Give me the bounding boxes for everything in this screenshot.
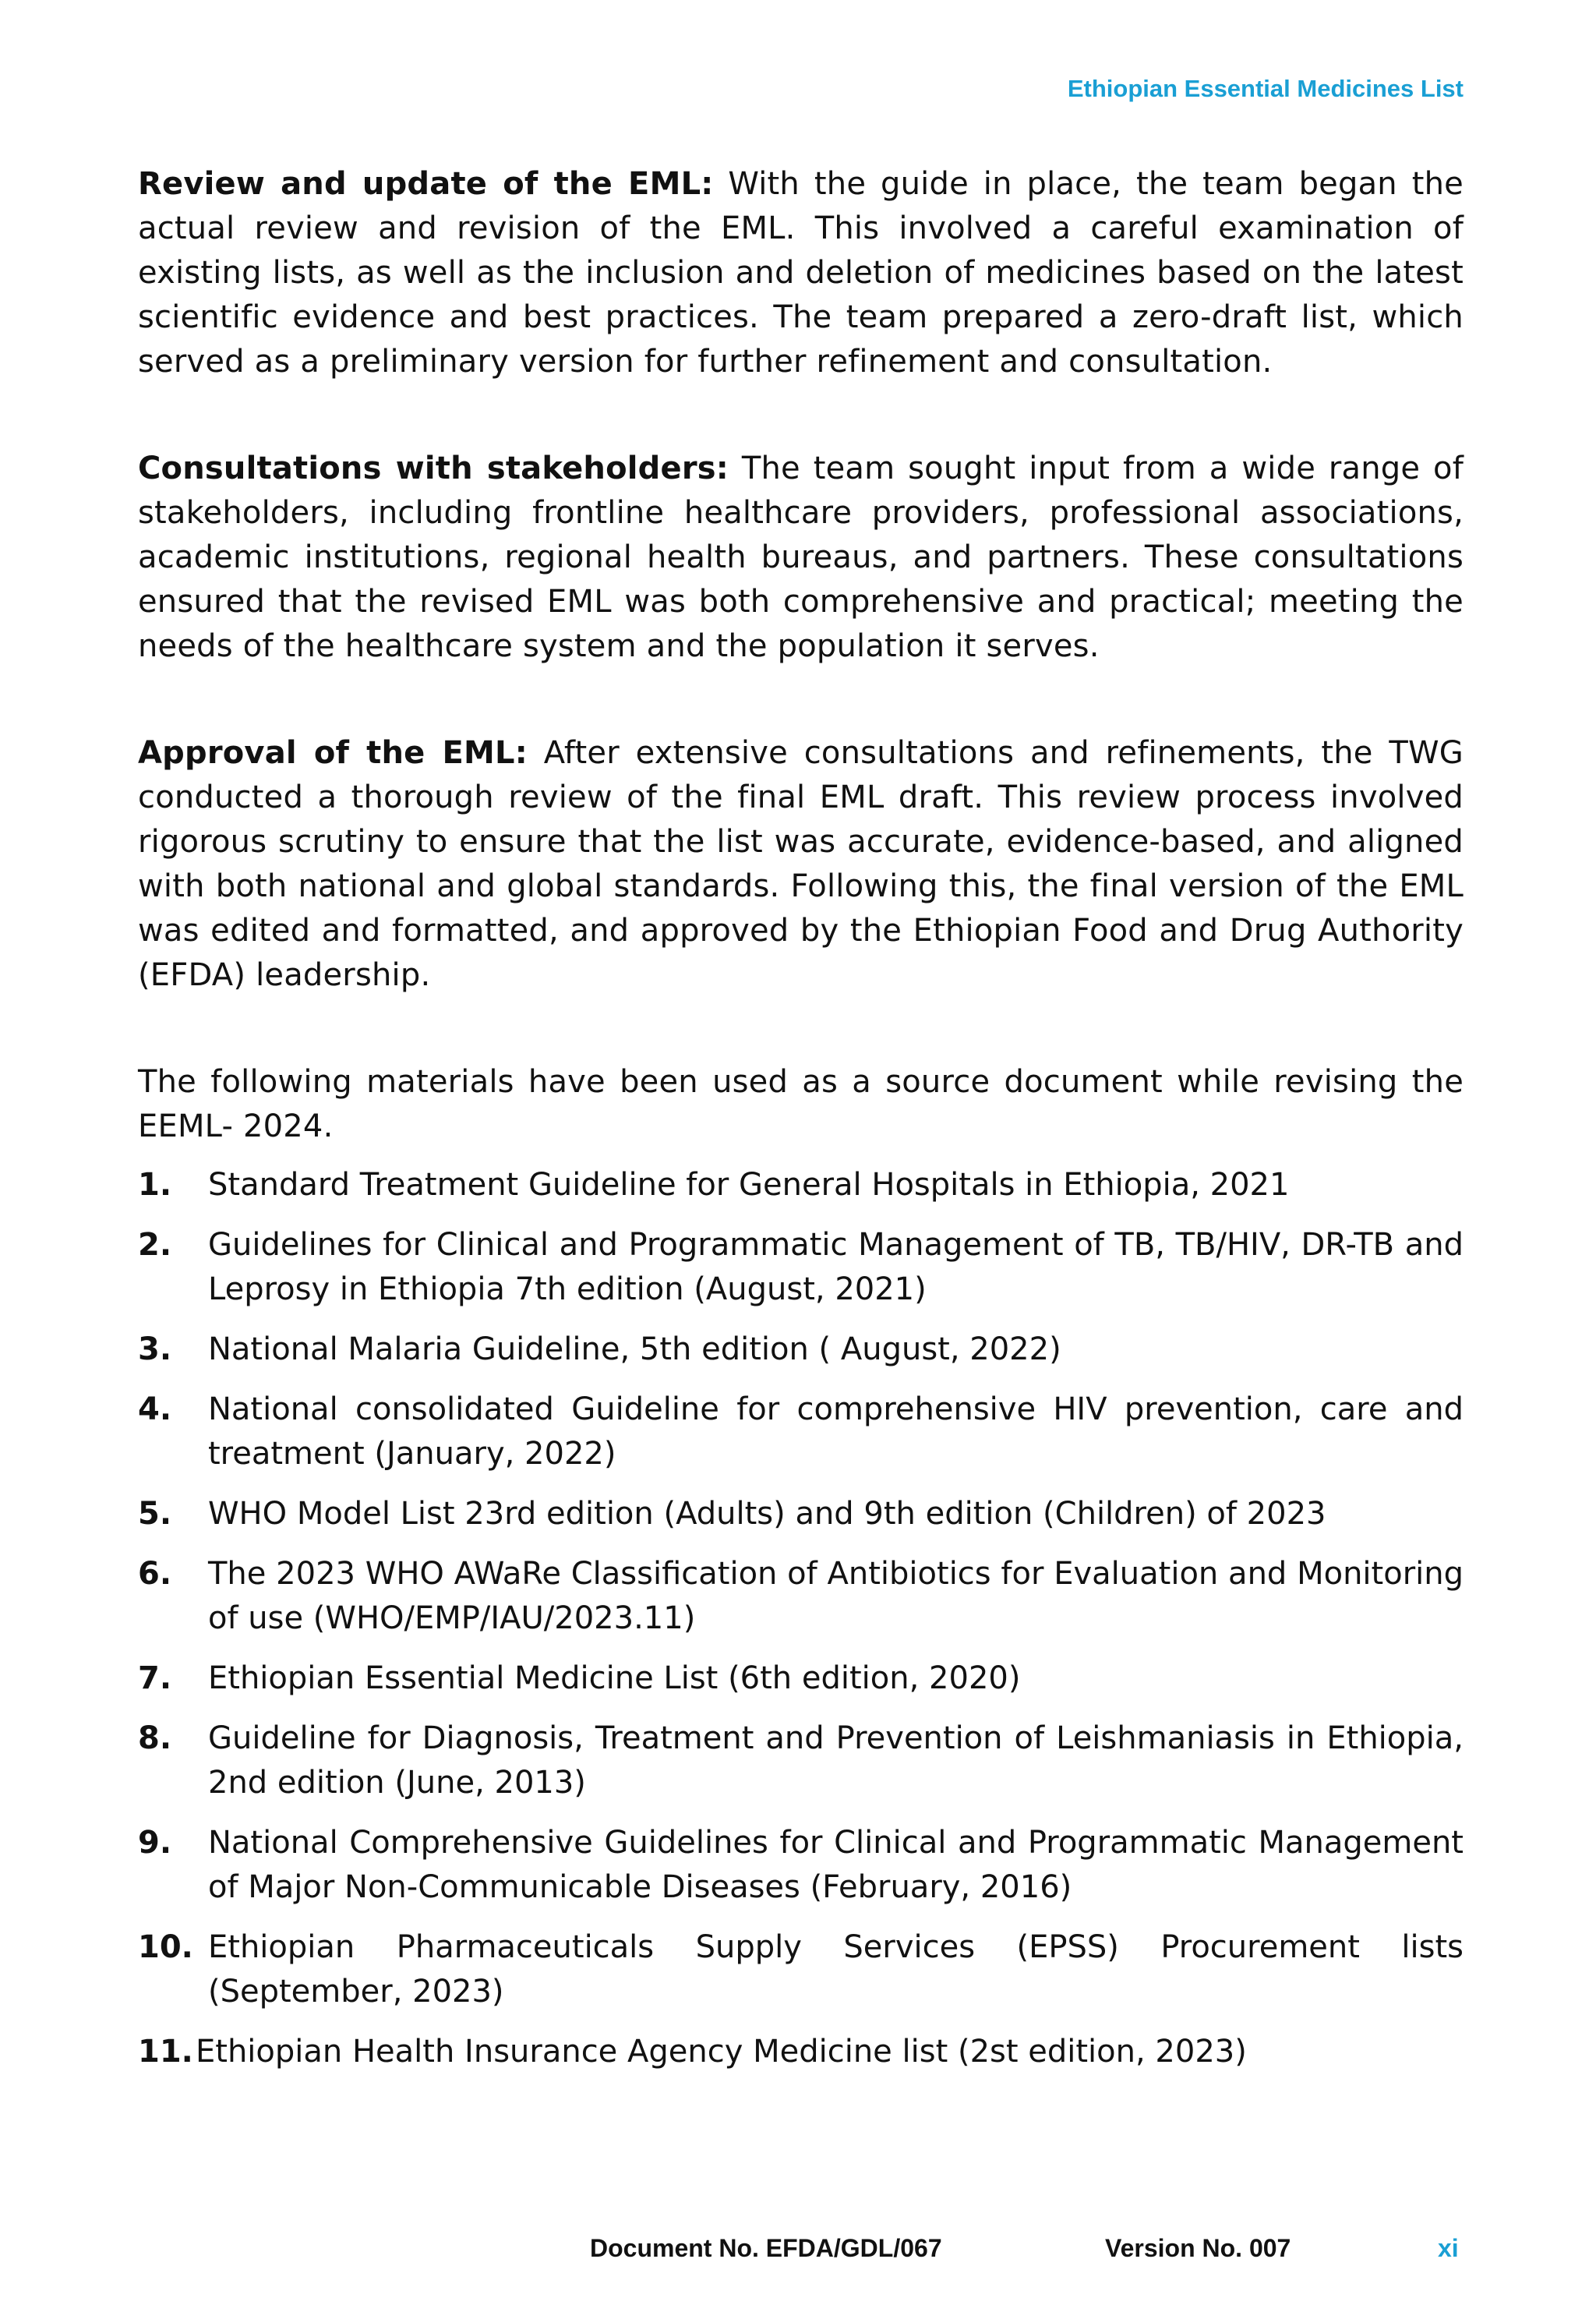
list-item xyxy=(138,1388,1464,1476)
page-number: xi xyxy=(1438,2234,1459,2262)
list-item-number: 9. xyxy=(138,1825,172,1861)
list-item xyxy=(138,1716,1464,1805)
list-item-text: National Malaria Guideline, 5th edition ( August, 2022) xyxy=(208,1331,1061,1367)
sources-list xyxy=(138,1163,1464,2074)
version-number: Version No. 007 xyxy=(1105,2234,1291,2262)
list-item-number: 6. xyxy=(138,1556,172,1592)
paragraph-body: With the guide in place, the team began the actual review and revision of the EML. This involved a careful examination of existing lists, as well as the inclusion and deletion of medicines based on the latest scientific evidence and best practices. The team prepared a zero-draft list, which served as a preliminary version for further refinement and consultation. xyxy=(138,166,1464,380)
list-item-text: WHO Model List 23rd edition (Adults) and 9th edition (Children) of 2023 xyxy=(208,1496,1326,1532)
paragraph-approval xyxy=(138,731,1464,998)
list-item-text: Guidelines for Clinical and Programmatic Management of TB, TB/HIV, DR-TB and Leprosy in Ethiopia 7th edition (August, 2021) xyxy=(208,1227,1464,1307)
list-item-text: Standard Treatment Guideline for General Hospitals in Ethiopia, 2021 xyxy=(208,1167,1290,1203)
document-number: Document No. EFDA/GDL/067 xyxy=(590,2234,942,2262)
list-item-text: The 2023 WHO AWaRe Classification of Antibiotics for Evaluation and Monitoring of use (WHO/EMP/IAU/2023.11) xyxy=(208,1556,1464,1636)
list-item xyxy=(138,1163,1464,1207)
list-item xyxy=(138,2030,1464,2074)
sources-intro: The following materials have been used as a source document while revising the EEML- 2024. xyxy=(138,1064,1464,1144)
list-item xyxy=(138,1492,1464,1536)
running-header-title: Ethiopian Essential Medicines List xyxy=(1067,75,1464,102)
list-item-text: Ethiopian Health Insurance Agency Medicine list (2st edition, 2023) xyxy=(196,2034,1247,2070)
list-item xyxy=(138,1656,1464,1701)
list-item-number: 4. xyxy=(138,1391,172,1427)
list-item-number: 2. xyxy=(138,1227,172,1263)
list-item-number: 10. xyxy=(138,1929,193,1965)
list-item-text: Ethiopian Pharmaceuticals Supply Services (EPSS) Procurement lists (September, 2023) xyxy=(208,1929,1464,2010)
paragraph-body: After extensive consultations and refinements, the TWG conducted a thorough review of the final EML draft. This review process involved rigorous scrutiny to ensure that the list was accurate, evidence-based, and aligned with both national and global standards. Following this, the final version of the EML was edited and formatted, and approved by the Ethiopian Food and Drug Authority (EFDA) leadership. xyxy=(138,735,1464,993)
list-item xyxy=(138,1552,1464,1641)
list-item xyxy=(138,1821,1464,1910)
paragraph-lead: Review and update of the EML: xyxy=(138,166,714,202)
list-item-number: 11. xyxy=(138,2034,193,2070)
list-item xyxy=(138,1223,1464,1312)
list-item-number: 7. xyxy=(138,1660,172,1696)
list-item-text: National Comprehensive Guidelines for Clinical and Programmatic Management of Major Non-Communicable Diseases (February, 2016) xyxy=(208,1825,1464,1905)
list-item xyxy=(138,1925,1464,2014)
list-item-number: 5. xyxy=(138,1496,172,1532)
paragraph-lead: Consultations with stakeholders: xyxy=(138,451,729,486)
paragraph-lead: Approval of the EML: xyxy=(138,735,528,771)
page-content xyxy=(138,162,1464,2090)
paragraph-consultations xyxy=(138,447,1464,669)
list-item-text: National consolidated Guideline for comprehensive HIV prevention, care and treatment (January, 2022) xyxy=(208,1391,1464,1472)
list-item-number: 8. xyxy=(138,1720,172,1756)
list-item xyxy=(138,1327,1464,1372)
list-item-number: 3. xyxy=(138,1331,172,1367)
paragraph-review-update xyxy=(138,162,1464,384)
paragraph-body: The team sought input from a wide range of stakeholders, including frontline healthcare providers, professional associations, academic institutions, regional health bureaus, and partners. These consultations ensured that the revised EML was both comprehensive and practical; meeting the needs of the healthcare system and the population it serves. xyxy=(138,451,1464,664)
list-item-text: Guideline for Diagnosis, Treatment and Prevention of Leishmaniasis in Ethiopia, 2nd edition (June, 2013) xyxy=(208,1720,1464,1801)
list-item-text: Ethiopian Essential Medicine List (6th edition, 2020) xyxy=(208,1660,1021,1696)
list-item-number: 1. xyxy=(138,1167,172,1203)
